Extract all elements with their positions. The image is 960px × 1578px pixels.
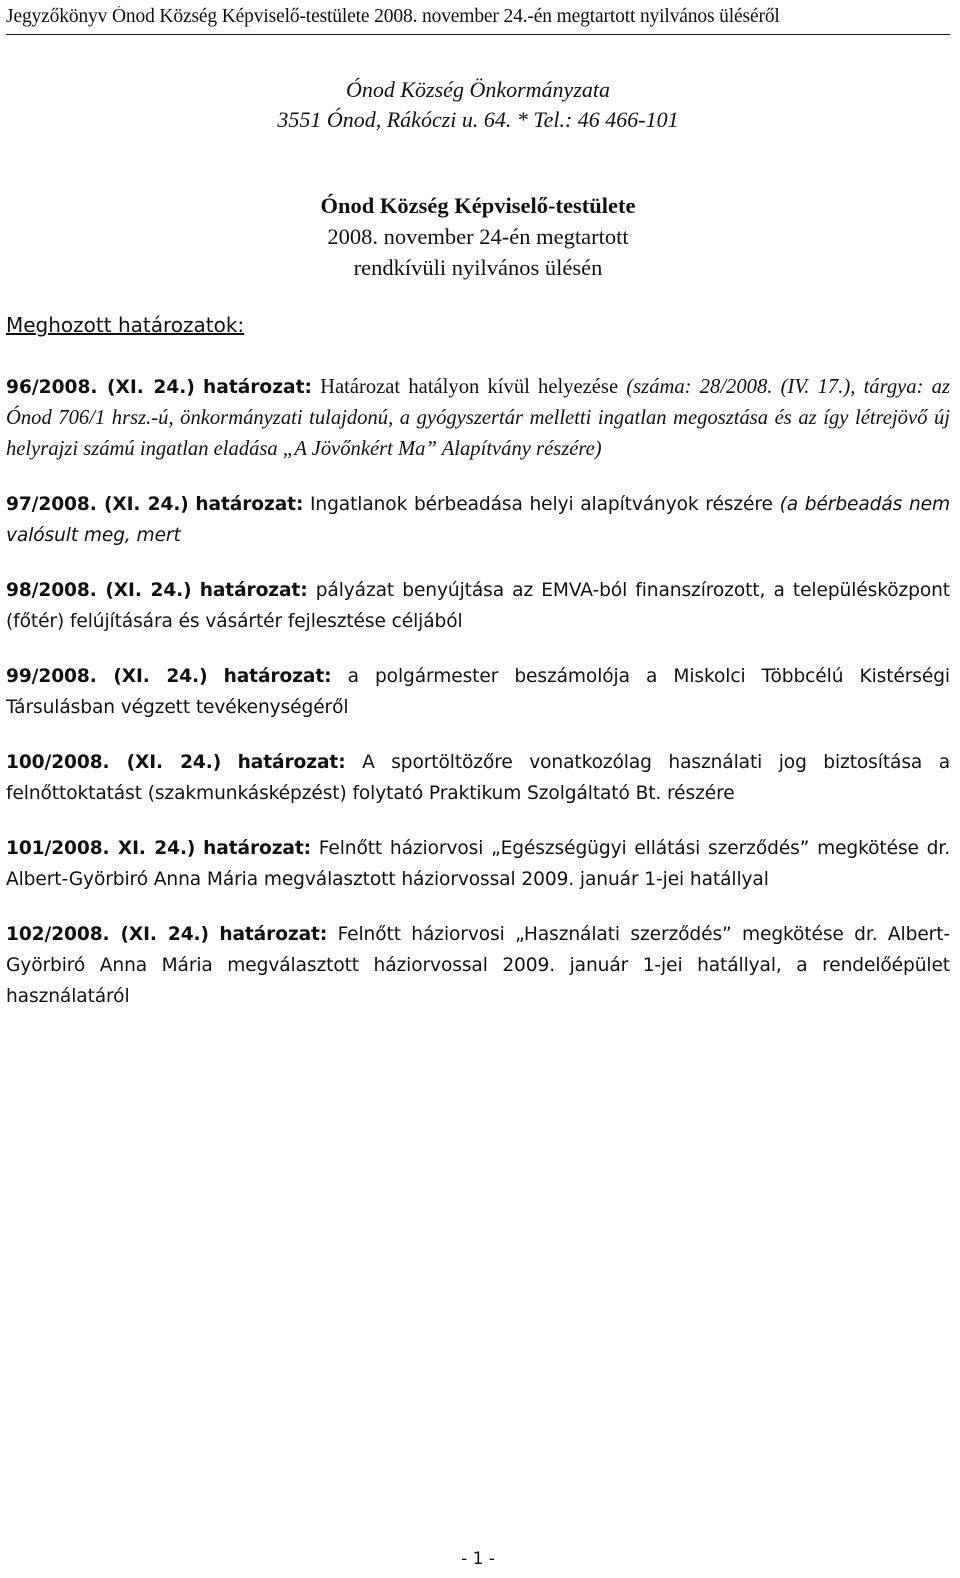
resolution-item — [6, 661, 950, 723]
title-line-2: 2008. november 24-én megtartott — [327, 224, 629, 249]
resolution-text: pályázat benyújtása az EMVA-ból finanszírozott, a településközpont (főtér) felújítására és vásártér fejlesztése céljából — [6, 580, 951, 632]
section-heading: Meghozott határozatok: — [6, 313, 245, 337]
resolution-number: 98/2008. (XI. 24.) — [6, 580, 192, 601]
resolution-text: A sportöltözőre vonatkozólag használati jog biztosítása a felnőttoktatást (szakmunkásképzést) folytató Praktikum Szolgáltató Bt. részére — [6, 752, 951, 804]
resolution-keyword: határozat: — [237, 752, 346, 773]
resolution-detail: (a bérbeadás nem valósult meg, mert — [6, 494, 951, 546]
resolution-number: 99/2008. (XI. 24.) — [6, 666, 208, 687]
resolution-text: Felnőtt háziorvosi „Használati szerződés” megkötése dr. Albert-Györbiró Anna Mária megválasztott háziorvossal 2009. január 1-jei hatállyal, a rendelőépület használatáról — [6, 924, 950, 1007]
resolution-number: 100/2008. (XI. 24.) — [6, 752, 222, 773]
resolution-text: Ingatlanok bérbeadása helyi alapítványok részére — [310, 494, 773, 515]
resolution-number: 102/2008. (XI. 24.) — [6, 924, 209, 945]
resolution-text: Határozat hatályon kívül helyezése — [320, 376, 619, 398]
resolution-detail: (száma: 28/2008. (IV. 17.), tárgya: az Ónod 706/1 hrsz.-ú, önkormányzati tulajdonú, a gyógyszertár melletti ingatlan megosztása és az így létrejövő új helyrajzi számú ingatlan eladása „A Jövőnkért Ma” Alapítvány részére) — [6, 376, 950, 460]
organization-address: 3551 Ónod, Rákóczi u. 64. * Tel.: 46 466-101 — [277, 107, 679, 132]
resolution-keyword: határozat: — [219, 924, 328, 945]
resolution-item — [6, 833, 950, 895]
resolution-item — [6, 747, 950, 809]
resolution-keyword: határozat: — [223, 666, 332, 687]
resolutions-list — [6, 372, 950, 1036]
resolution-keyword: határozat: — [203, 838, 311, 859]
title-line-3: rendkívüli nyilvános ülésén — [353, 255, 603, 280]
resolution-number: 97/2008. (XI. 24.) — [6, 494, 189, 515]
resolution-item — [6, 919, 950, 1012]
resolution-keyword: határozat: — [195, 494, 304, 515]
resolution-number: 101/2008. XI. 24.) — [6, 838, 196, 859]
document-page — [6, 0, 950, 1578]
page-number: - 1 - — [461, 1549, 495, 1569]
resolution-item — [6, 489, 950, 551]
title-line-1: Ónod Község Képviselő-testülete — [320, 193, 636, 218]
resolution-text: Felnőtt háziorvosi „Egészségügyi ellátási szerződés” megkötése dr. Albert-Györbiró Anna Mária megválasztott háziorvossal 2009. január 1-jei hatállyal — [6, 838, 951, 890]
resolution-item — [6, 372, 950, 465]
running-header: Jegyzőkönyv Ónod Község Képviselő-testülete 2008. november 24.-én megtartott nyilvános üléséről — [6, 6, 950, 35]
resolution-text: a polgármester beszámolója a Miskolci Többcélú Kistérségi Társulásban végzett tevékenységéről — [6, 666, 950, 718]
resolution-keyword: határozat: — [199, 580, 308, 601]
document-title — [6, 190, 950, 283]
resolution-keyword: határozat: — [203, 377, 312, 398]
organization-name: Ónod Község Önkormányzata — [346, 77, 610, 102]
resolution-number: 96/2008. (XI. 24.) — [6, 377, 195, 398]
resolution-item — [6, 575, 950, 637]
organization-block — [6, 75, 950, 135]
